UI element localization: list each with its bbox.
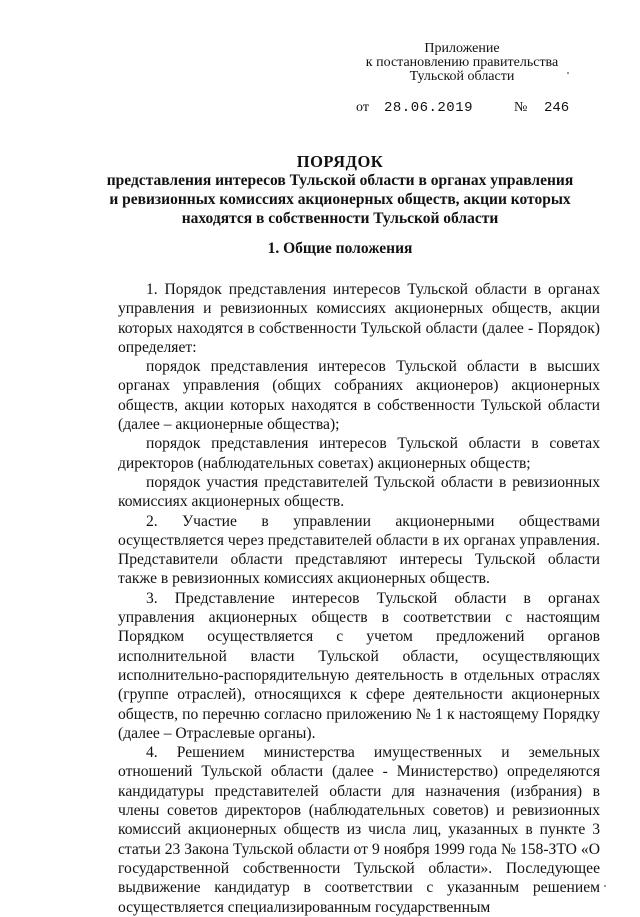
title-line-1: представления интересов Тульской области в органах управления — [106, 172, 574, 189]
section-heading: 1. Общие положения — [267, 240, 413, 257]
decree-number: 246 — [544, 100, 570, 116]
from-label: от — [356, 100, 369, 115]
title-line-2: и ревизионных комиссиях акционерных обществ, акции которых — [109, 191, 571, 208]
paragraph: 4. Решением министерства имущественных и земельных отношений Тульской области (далее - Министерство) определяются кандидатуры представителей области для назначения (избрания) в члены советов директоров (наблюдательных советов) и ревизионных комиссий акционерных обществ из числа лиц, указанных в пункте 3 статьи 23 Закона Тульской области от 9 ноября 1999 года № 158-ЗТО «О государственной собственности Тульской области». Последующее выдвижение кандидатур в соответствии с указанным решением осуществляется специализированным государственным — [118, 744, 600, 916]
appendix-region: Тульской области — [409, 69, 515, 84]
paragraph: порядок участия представителей Тульской области в ревизионных комиссиях акционерных обществ. — [118, 473, 600, 511]
number-sign: № — [514, 100, 528, 115]
appendix-decree-ref: к постановлению правительства — [365, 55, 559, 70]
appendix-label: Приложение — [424, 41, 500, 56]
paragraph: порядок представления интересов Тульской области в советах директоров (наблюдательных советах) акционерных обществ; — [118, 435, 600, 472]
scan-speck — [604, 885, 606, 887]
title-main: ПОРЯДОК — [296, 152, 384, 171]
paragraph: 2. Участие в управлении акционерными обществами осуществляется через представителей области в их органах управления. Представители области представляют интересы Тульской области также в ревизионных комиссиях акционерных обществ. — [118, 512, 600, 588]
decree-date: 28.06.2019 — [384, 100, 474, 116]
title-line-3: находятся в собственности Тульской области — [181, 210, 499, 227]
document-body — [118, 280, 600, 917]
appendix-header — [352, 42, 572, 84]
paragraph: порядок представления интересов Тульской области в высших органах управления (общих собраниях акционеров) акционерных обществ, акции которых находятся в собственности Тульской области (далее – акционерные общества); — [118, 358, 600, 434]
paragraph: 3. Представление интересов Тульской области в органах управления акционерных обществ в соответствии с настоящим Порядком осуществляется с учетом предложений органов исполнительной власти Тульской области, осуществляющих исполнительно-распорядительную деятельность в отдельных отраслях (группе отраслей), относящихся к сфере деятельности акционерных обществ, по перечню согласно приложению № 1 к настоящему Порядку (далее – Отраслевые органы). — [118, 589, 600, 742]
paragraph: 1. Порядок представления интересов Тульской области в органах управления и ревизионных комиссиях акционерных обществ, акции которых находятся в собственности Тульской области (далее - Порядок) определяет: — [118, 281, 600, 356]
document-title — [100, 152, 580, 228]
scan-speck — [567, 72, 569, 74]
